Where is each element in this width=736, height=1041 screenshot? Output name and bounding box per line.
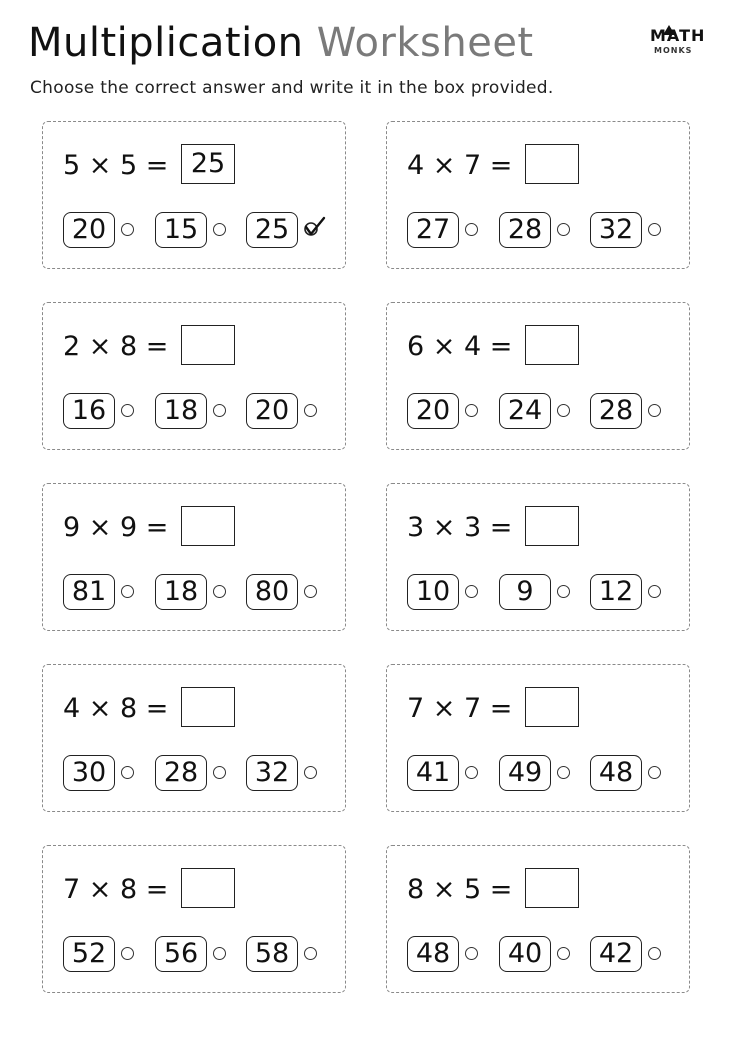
option-value: 25: [246, 212, 298, 248]
question-text: 9 × 9 =: [63, 512, 169, 543]
problem-card: [42, 483, 346, 631]
option-value: 15: [155, 212, 207, 248]
answer-options: [407, 753, 687, 793]
logo-triangle-icon: [663, 25, 675, 35]
answer-box[interactable]: [181, 868, 235, 908]
question-text: 2 × 8 =: [63, 331, 169, 362]
radio-circle-icon[interactable]: [304, 585, 317, 598]
option-value: 80: [246, 574, 298, 610]
option-value: 40: [499, 936, 551, 972]
radio-circle-icon[interactable]: [465, 404, 478, 417]
answer-box[interactable]: [181, 506, 235, 546]
radio-circle-icon[interactable]: [557, 404, 570, 417]
radio-circle-icon[interactable]: [213, 947, 226, 960]
radio-circle-icon[interactable]: [648, 947, 661, 960]
answer-options: [407, 934, 687, 974]
option-value: 42: [590, 936, 642, 972]
instructions: Choose the correct answer and write it in the box provided.: [30, 78, 554, 98]
option-value: 10: [407, 574, 459, 610]
problem-card: [386, 121, 690, 269]
radio-circle-icon[interactable]: [557, 766, 570, 779]
answer-options: [63, 391, 343, 431]
radio-circle-icon[interactable]: [465, 223, 478, 236]
radio-circle-icon[interactable]: [213, 766, 226, 779]
problem-card: [386, 845, 690, 993]
checkmark-icon[interactable]: [302, 214, 326, 242]
problem-card: [386, 664, 690, 812]
problem-card: [42, 302, 346, 450]
radio-circle-icon[interactable]: [557, 223, 570, 236]
radio-circle-icon[interactable]: [121, 766, 134, 779]
option-value: 20: [407, 393, 459, 429]
radio-circle-icon[interactable]: [557, 947, 570, 960]
problem-card: [42, 664, 346, 812]
radio-circle-icon[interactable]: [304, 404, 317, 417]
answer-box[interactable]: [181, 687, 235, 727]
option-value: 28: [499, 212, 551, 248]
radio-circle-icon[interactable]: [557, 585, 570, 598]
title-multiplication: Multiplication: [28, 20, 304, 66]
radio-circle-icon[interactable]: [304, 766, 317, 779]
answer-options: [63, 753, 343, 793]
option-value: 24: [499, 393, 551, 429]
radio-circle-icon[interactable]: [213, 404, 226, 417]
answer-box[interactable]: [525, 325, 579, 365]
option-value: 49: [499, 755, 551, 791]
radio-circle-icon[interactable]: [648, 404, 661, 417]
option-value: 32: [246, 755, 298, 791]
page-title: [28, 20, 534, 66]
option-value: 20: [63, 212, 115, 248]
problem-card: [386, 302, 690, 450]
answer-options: [63, 934, 343, 974]
answer-options: [63, 210, 343, 250]
problem-card: [42, 845, 346, 993]
math-monks-logo: [650, 26, 712, 60]
option-value: 48: [407, 936, 459, 972]
option-value: 16: [63, 393, 115, 429]
question-text: 5 × 5 =: [63, 150, 169, 181]
radio-circle-icon[interactable]: [121, 947, 134, 960]
option-value: 48: [590, 755, 642, 791]
answer-box[interactable]: [525, 144, 579, 184]
question-text: 6 × 4 =: [407, 331, 513, 362]
answer-box[interactable]: [525, 687, 579, 727]
option-value: 12: [590, 574, 642, 610]
answer-options: [407, 210, 687, 250]
question-text: 4 × 8 =: [63, 693, 169, 724]
question-text: 3 × 3 =: [407, 512, 513, 543]
option-value: 27: [407, 212, 459, 248]
option-value: 52: [63, 936, 115, 972]
option-value: 32: [590, 212, 642, 248]
radio-circle-icon[interactable]: [648, 766, 661, 779]
radio-circle-icon[interactable]: [121, 585, 134, 598]
logo-text-top: MATH: [650, 26, 706, 45]
option-value: 9: [499, 574, 551, 610]
option-value: 28: [590, 393, 642, 429]
question-text: 8 × 5 =: [407, 874, 513, 905]
answer-box[interactable]: [181, 325, 235, 365]
radio-circle-icon[interactable]: [304, 947, 317, 960]
answer-options: [63, 572, 343, 612]
problem-card: [386, 483, 690, 631]
radio-circle-icon[interactable]: [648, 223, 661, 236]
problem-grid: [42, 121, 692, 997]
option-value: 28: [155, 755, 207, 791]
radio-circle-icon[interactable]: [121, 404, 134, 417]
option-value: 30: [63, 755, 115, 791]
answer-box[interactable]: [525, 868, 579, 908]
radio-circle-icon[interactable]: [465, 766, 478, 779]
question-text: 4 × 7 =: [407, 150, 513, 181]
option-value: 58: [246, 936, 298, 972]
option-value: 41: [407, 755, 459, 791]
radio-circle-icon[interactable]: [213, 223, 226, 236]
option-value: 20: [246, 393, 298, 429]
answer-box[interactable]: [525, 506, 579, 546]
radio-circle-icon[interactable]: [648, 585, 661, 598]
question-text: 7 × 8 =: [63, 874, 169, 905]
answer-options: [407, 572, 687, 612]
logo-text-bottom: MONKS: [654, 46, 693, 55]
title-worksheet: Worksheet: [316, 20, 534, 66]
radio-circle-icon[interactable]: [465, 585, 478, 598]
option-value: 18: [155, 574, 207, 610]
radio-circle-icon[interactable]: [465, 947, 478, 960]
question-text: 7 × 7 =: [407, 693, 513, 724]
answer-options: [407, 391, 687, 431]
radio-circle-icon[interactable]: [121, 223, 134, 236]
problem-card: [42, 121, 346, 269]
answer-box[interactable]: 25: [181, 144, 235, 184]
option-value: 18: [155, 393, 207, 429]
option-value: 56: [155, 936, 207, 972]
radio-circle-icon[interactable]: [213, 585, 226, 598]
option-value: 81: [63, 574, 115, 610]
